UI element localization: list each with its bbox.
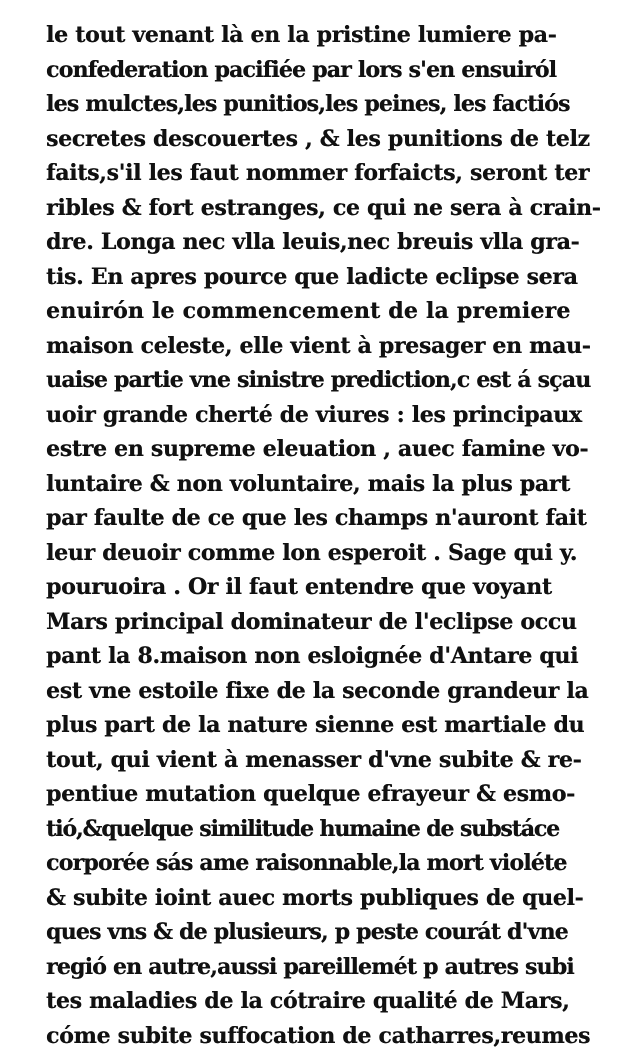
text-line-25: corporée sás ame raisonnable,la mort violéte: [46, 846, 546, 881]
text-line-30: cóme subite suffocation de catharres,reumes: [46, 1019, 546, 1053]
text-line-5: faits,s'il les faut nommer forfaicts, seront ter: [46, 156, 546, 191]
text-line-15: par faulte de ce que les champs n'auront fait: [46, 501, 546, 536]
text-line-24: tió,&quelque similitude humaine de substáce: [46, 812, 546, 847]
text-line-22: tout, qui vient à menasser d'vne subite & re-: [46, 743, 546, 778]
text-line-19: pant la 8.maison non esloignée d'Antare qui: [46, 639, 546, 674]
text-line-6: ribles & fort estranges, ce qui ne sera à crain-: [46, 191, 546, 226]
text-line-29: tes maladies de la cótraire qualité de Mars,: [46, 984, 546, 1019]
text-line-10: maison celeste, elle vient à presager en mau-: [46, 329, 546, 364]
text-line-12: uoir grande cherté de viures : les principaux: [46, 398, 546, 433]
text-line-13: estre en supreme eleuation , auec famine vo-: [46, 432, 546, 467]
text-line-14: luntaire & non voluntaire, mais la plus part: [46, 467, 546, 502]
text-line-8: tis. En apres pource que ladicte eclipse sera: [46, 260, 546, 295]
text-line-17: pouruoira . Or il faut entendre que voyant: [46, 570, 546, 605]
text-line-21: plus part de la nature sienne est martiale du: [46, 708, 546, 743]
text-line-3: les mulctes,les punitios,les peines, les factiós: [46, 87, 546, 122]
text-line-18: Mars principal dominateur de l'eclipse occu: [46, 605, 546, 640]
text-line-4: secretes descouertes , & les punitions de telz: [46, 122, 546, 157]
text-line-20: est vne estoile fixe de la seconde grandeur la: [46, 674, 546, 709]
text-line-28: regió en autre,aussi pareillemét p autres subi: [46, 950, 546, 985]
text-line-11: uaise partie vne sinistre prediction,c est á sçau: [46, 363, 546, 398]
text-line-2: confederation pacifiée par lors s'en ensuiról: [46, 53, 546, 88]
text-line-23: pentiue mutation quelque efrayeur & esmo-: [46, 777, 546, 812]
text-line-16: leur deuoir comme lon esperoit . Sage qui y.: [46, 536, 546, 571]
text-line-9: enuirón le commencement de la premiere: [46, 294, 546, 329]
text-line-1: le tout venant là en la pristine lumiere pa-: [46, 18, 546, 53]
text-line-27: ques vns & de plusieurs, p peste courát d'vne: [46, 915, 546, 950]
text-block: [46, 18, 546, 1053]
text-line-7: dre. Longa nec vlla leuis,nec breuis vlla gra-: [46, 225, 546, 260]
text-line-26: & subite ioint auec morts publiques de quel-: [46, 881, 546, 916]
